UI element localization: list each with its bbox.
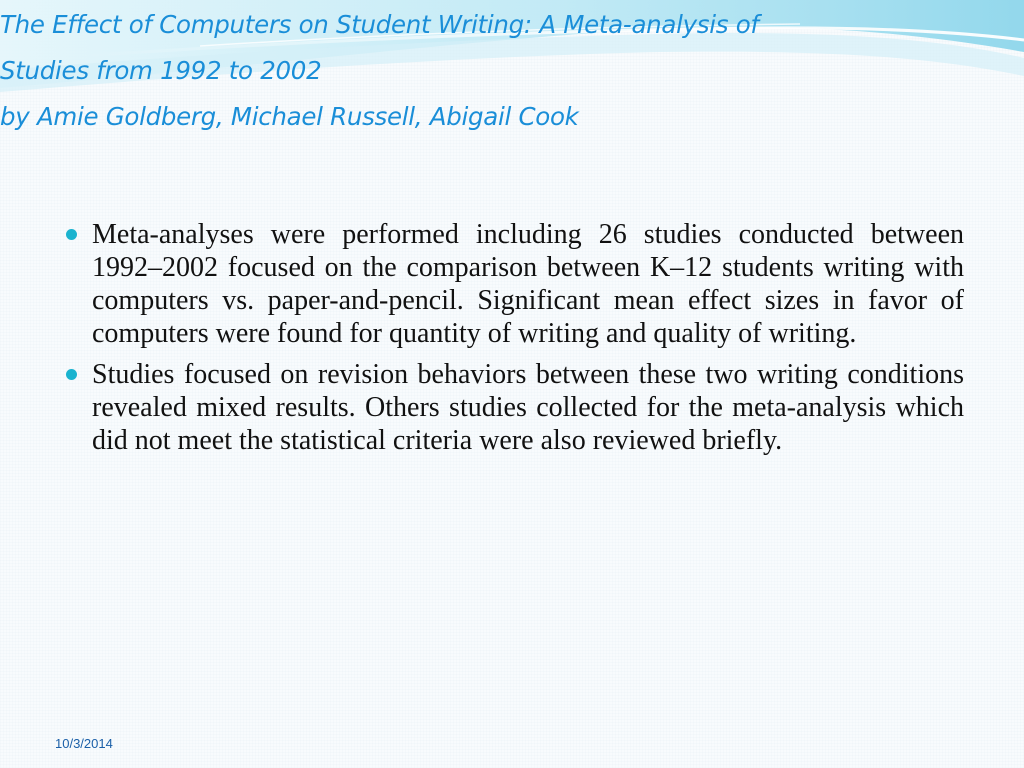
bullet-item-2 <box>62 358 964 457</box>
footer-date: 10/3/2014 <box>55 736 113 751</box>
bullet-item-1 <box>62 218 964 350</box>
bullet-list <box>62 218 964 465</box>
title-line-1: The Effect of Computers on Student Writing: A Meta-analysis of <box>0 10 759 39</box>
title-line-3-authors: by Amie Goldberg, Michael Russell, Abigail Cook <box>0 102 579 131</box>
bullet-text-1: Meta-analyses were performed including 26 studies conducted between 1992–2002 focused on the comparison between K–12 students writing with computers vs. paper-and-pencil. Significant mean effect sizes in favor of computers were found for quantity of writing and quality of writing. <box>92 219 964 349</box>
slide-title <box>0 2 1010 140</box>
bullet-text-2: Studies focused on revision behaviors between these two writing conditions revealed mixed results. Others studies collected for the meta-analysis which did not meet the statistical criteria were also reviewed briefly. <box>92 359 964 456</box>
bullet-dot-icon <box>66 369 77 380</box>
bullet-dot-icon <box>66 229 77 240</box>
title-line-2: Studies from 1992 to 2002 <box>0 56 322 85</box>
